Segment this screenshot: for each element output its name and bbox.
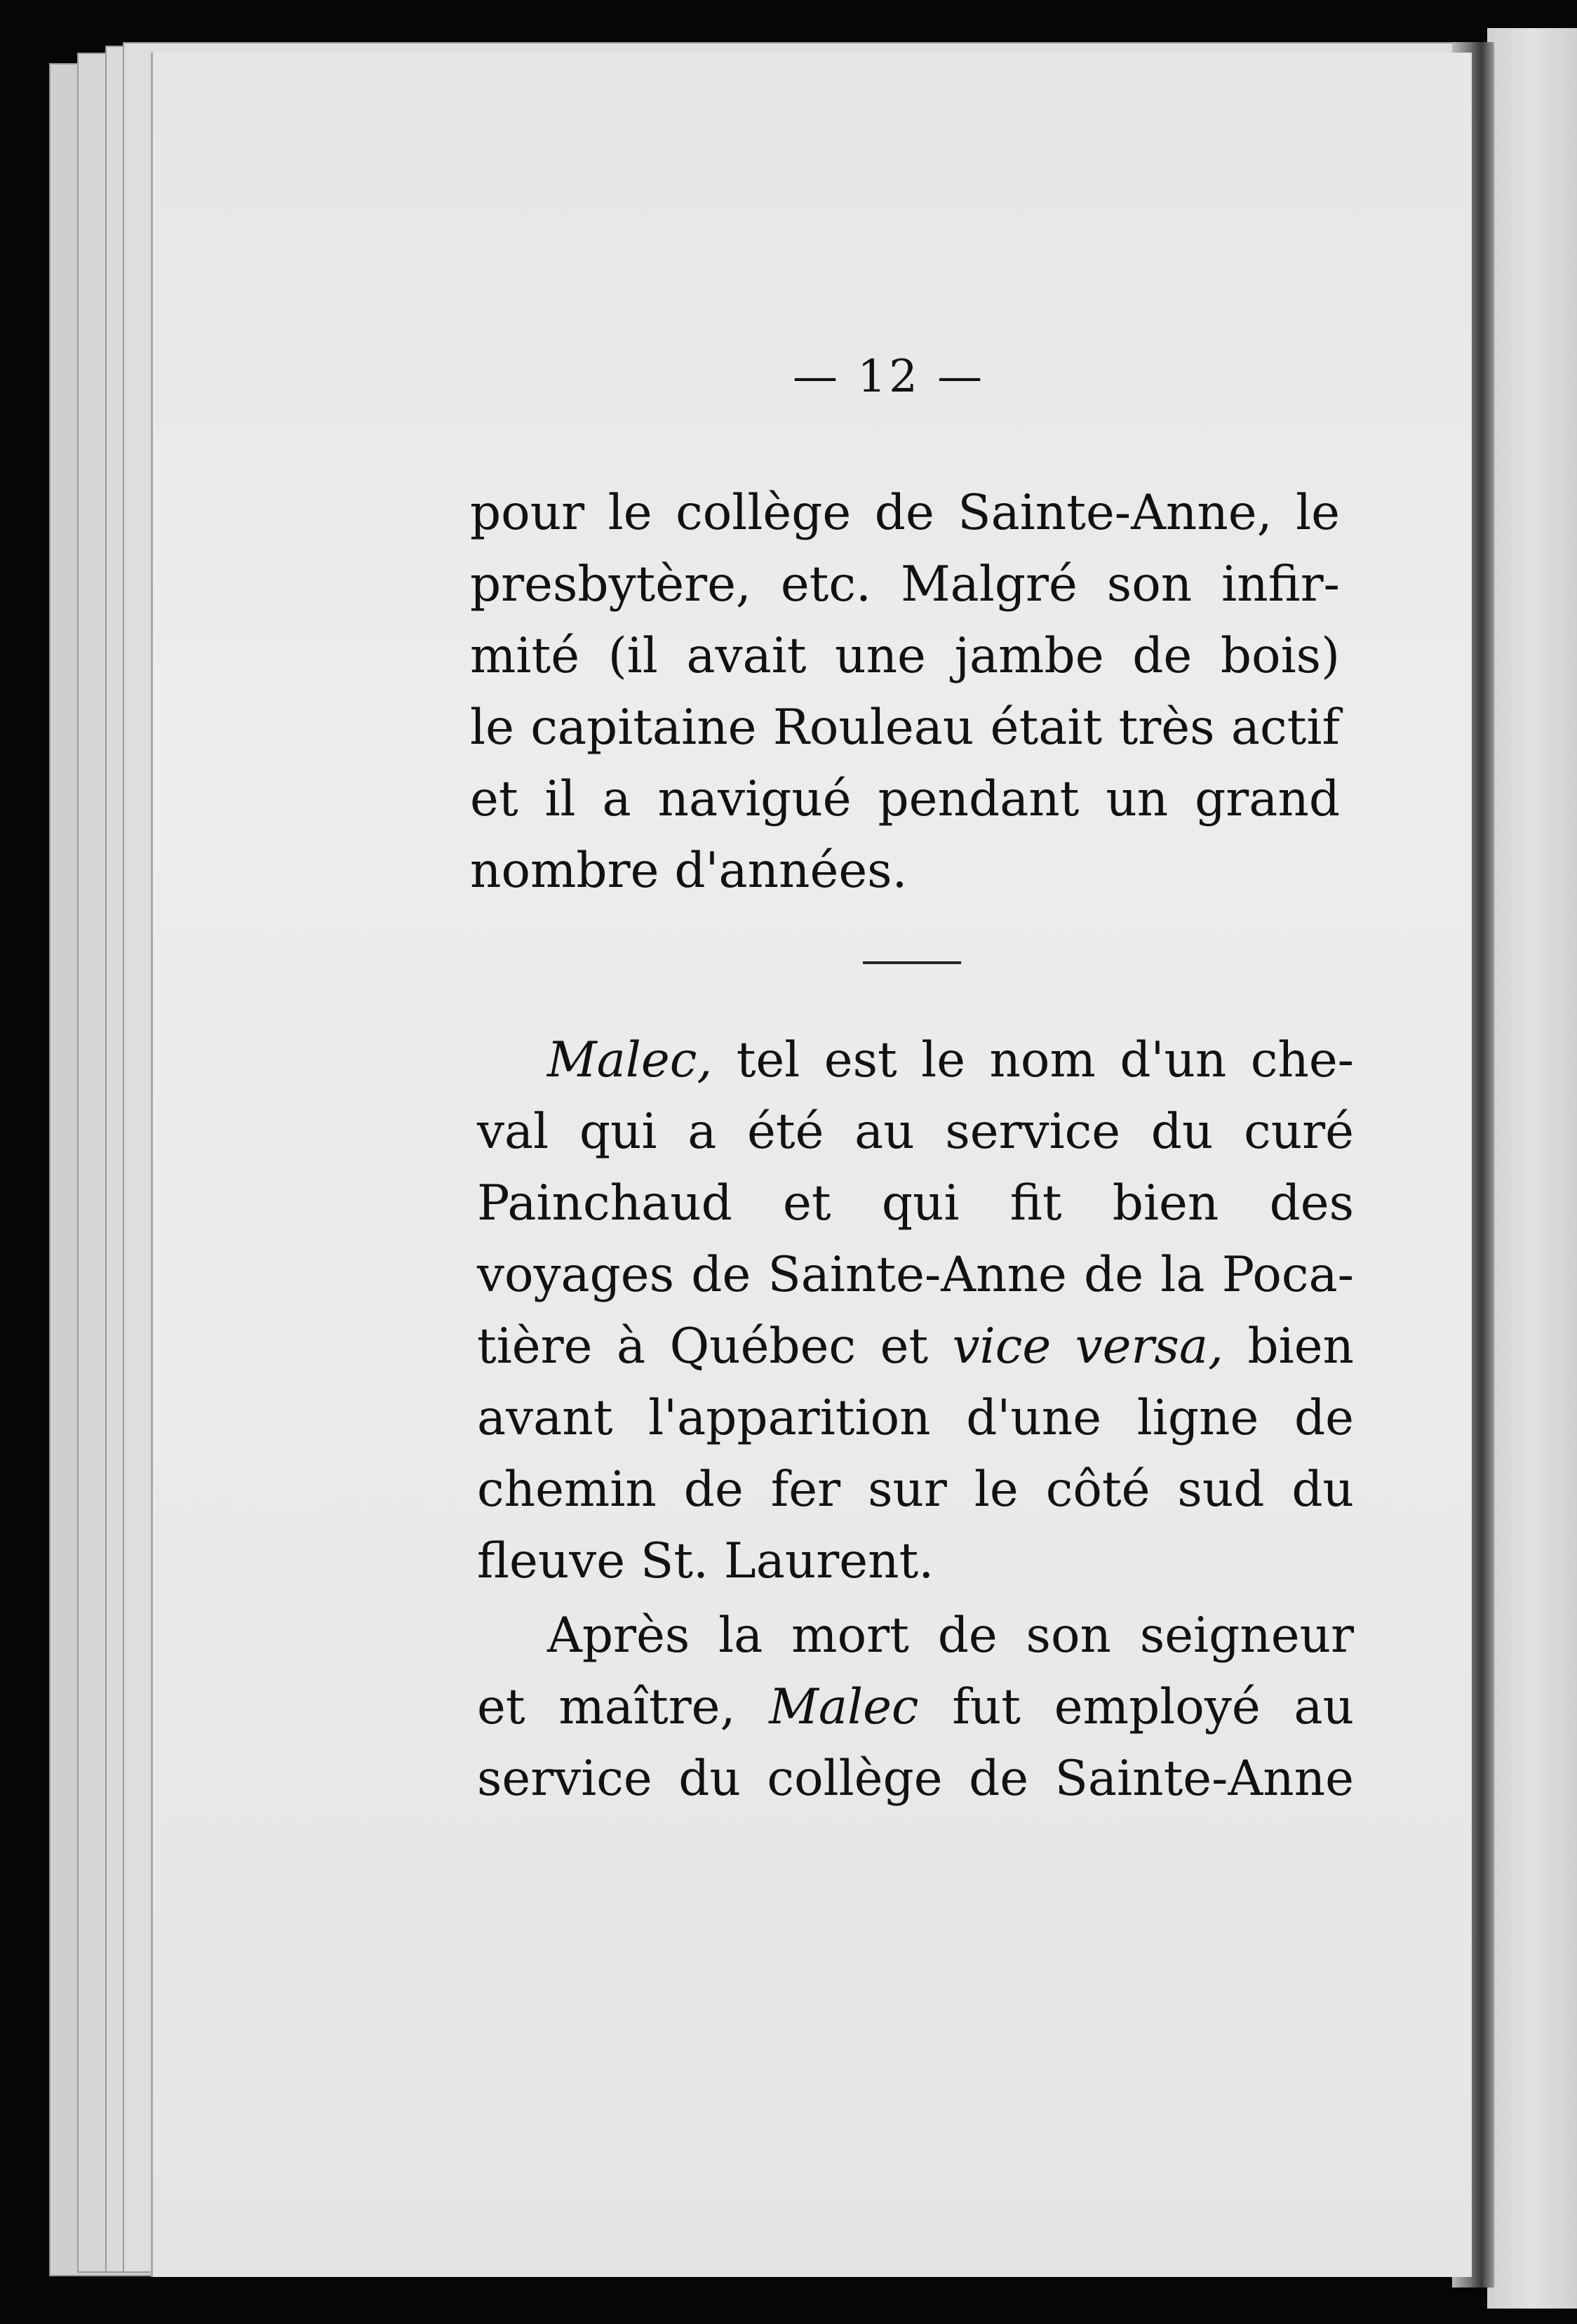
text-line: service du collège de Sainte-Anne bbox=[477, 1751, 1354, 1807]
italic-phrase: vice versa, bbox=[952, 1318, 1223, 1375]
text-line: presbytère, etc. Malgré son infir- bbox=[470, 556, 1340, 613]
text-line: Après la mort de son seigneur bbox=[547, 1608, 1354, 1664]
text-run: tière à Québec et bbox=[477, 1318, 953, 1375]
text-line: nombre d'années. bbox=[470, 843, 908, 899]
italic-name: Malec, bbox=[547, 1032, 713, 1088]
paragraph-2 bbox=[477, 1024, 1354, 1597]
text-run: fut employé au bbox=[918, 1679, 1355, 1735]
text-line bbox=[477, 1311, 1354, 1382]
text-line: le capitaine Rouleau était très actif bbox=[470, 700, 1340, 756]
text-line: et il a navigué pendant un grand bbox=[470, 771, 1340, 827]
text-run: et maître, bbox=[477, 1679, 770, 1735]
text-line: pour le collège de Sainte-Anne, le bbox=[470, 485, 1340, 541]
text-line: Painchaud et qui fit bien des bbox=[477, 1175, 1354, 1231]
text-line: avant l'apparition d'une ligne de bbox=[477, 1390, 1354, 1446]
text-line bbox=[477, 1024, 1354, 1096]
italic-name: Malec bbox=[769, 1679, 919, 1735]
text-line: val qui a été au service du curé bbox=[477, 1104, 1354, 1160]
text-run: tel est le nom d'un che- bbox=[712, 1032, 1354, 1088]
text-line bbox=[477, 1671, 1354, 1743]
paragraph-1 bbox=[470, 477, 1340, 907]
text-line: voyages de Sainte-Anne de la Poca- bbox=[477, 1247, 1354, 1303]
section-divider bbox=[863, 961, 961, 964]
text-run: bien bbox=[1223, 1318, 1354, 1375]
text-line: chemin de fer sur le côté sud du bbox=[477, 1462, 1354, 1518]
text-line: mité (il avait une jambe de bois) bbox=[470, 628, 1340, 684]
paragraph-3 bbox=[477, 1600, 1354, 1815]
text-line: fleuve St. Laurent. bbox=[477, 1533, 934, 1589]
facing-page bbox=[1487, 28, 1577, 2309]
page-number: — 12 — bbox=[793, 351, 986, 403]
